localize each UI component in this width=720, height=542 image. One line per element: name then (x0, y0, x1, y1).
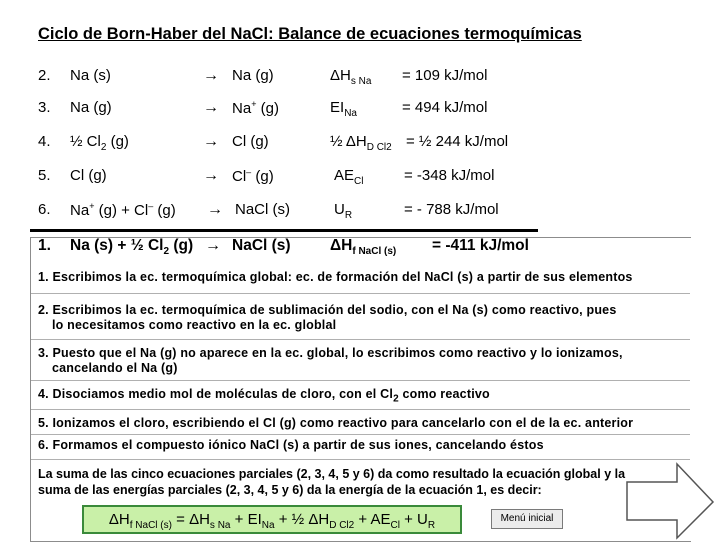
equation-row-6 (0, 201, 720, 229)
energy-symbol: $U_R$ (334, 201, 353, 221)
equation-products: NaCl (s) (232, 237, 291, 254)
step-2: 2. Escribimos la ec. termoquímica de sublimación del sodio, con el Na (s) como reactivo, pues lo necesitamos como reactivo en la ec. globlal (38, 303, 617, 332)
step-3: 3. Puesto que el Na (g) no aparece en la ec. global, lo escribimos como reactivo y lo ionizamos, cancelando el Na (g) (38, 346, 623, 375)
reaction-arrow: → (203, 167, 219, 184)
energy-value: = -348 kJ/mol (404, 167, 495, 184)
equation-products: NaCl (s) (235, 201, 290, 218)
equation-number: 4. (38, 133, 51, 150)
equation-reactants: Na+ (g) + Cl– (g) (70, 201, 176, 219)
step-1: 1. Escribimos la ec. termoquímica global: ec. de formación del NaCl (s) a partir de sus elementos (38, 270, 633, 284)
step-6: 6. Formamos el compuesto iónico NaCl (s) a partir de sus iones, cancelando éstos (38, 438, 544, 452)
energy-value: = ½ 244 kJ/mol (406, 133, 509, 150)
divider (31, 434, 690, 435)
energy-value: = 494 kJ/mol (402, 99, 488, 116)
summary-text: La suma de las cinco ecuaciones parciales (2, 3, 4, 5 y 6) da como resultado la ecuación global y la suma de las energías parciales (2, 3, 4, 5 y 6) da la energía de la ecuación 1, es decir: (38, 467, 626, 497)
energy-symbol: $EI_{Na}$ (330, 99, 357, 119)
equation-row-total (0, 237, 720, 265)
equation-reactants: Na (g) (70, 99, 112, 116)
energy-symbol: $\Delta H_{s Na}$ (330, 67, 372, 87)
equation-products: Na+ (g) (232, 99, 279, 117)
reaction-arrow: → (205, 237, 221, 254)
step-4: 4. Disociamos medio mol de moléculas de cloro, con el $Cl_2$ como reactivo (38, 387, 490, 405)
energy-value: = - 788 kJ/mol (404, 201, 499, 218)
equation-row-5 (0, 167, 720, 195)
equation-reactants: Cl (g) (70, 167, 107, 184)
divider (31, 380, 690, 381)
equation-number: 5. (38, 167, 51, 184)
equation-reactants: Na (s) + ½ $Cl_2$ (g) (70, 237, 194, 258)
main-menu-button[interactable]: Menú inicial (491, 509, 563, 529)
final-equation-box: $\Delta H_{f NaCl (s)} = \Delta H_{s Na} + EI_{Na}$ + ½ $\Delta H_{D Cl2} + AE_{Cl} + U_R$ (82, 505, 462, 534)
energy-symbol: ½ $\Delta H_{D Cl2}$ (330, 133, 392, 153)
equation-number: 2. (38, 67, 51, 84)
energy-value: = -411 kJ/mol (432, 237, 529, 254)
next-arrow-icon (627, 464, 713, 538)
divider (31, 339, 690, 340)
equation-reactants: ½ $Cl_2$ (g) (70, 133, 129, 153)
equation-products: Cl (g) (232, 133, 269, 150)
divider (31, 409, 690, 410)
equation-row-3 (0, 99, 720, 127)
equation-products: Cl– (g) (232, 167, 274, 185)
divider (31, 459, 690, 460)
reaction-arrow: → (203, 133, 219, 150)
energy-symbol: $AE_{Cl}$ (334, 167, 364, 187)
equation-number: 6. (38, 201, 51, 218)
divider (31, 293, 690, 294)
equation-products: Na (g) (232, 67, 274, 84)
energy-value: = 109 kJ/mol (402, 67, 488, 84)
equation-row-4 (0, 133, 720, 161)
reaction-arrow: → (207, 201, 223, 218)
equation-number: 1. (38, 237, 51, 254)
reaction-arrow: → (203, 99, 219, 116)
sum-divider (30, 229, 538, 232)
energy-symbol: $\Delta H_{f NaCl (s)}$ (330, 237, 397, 258)
step-5: 5. Ionizamos el cloro, escribiendo el Cl (g) como reactivo para cancelarlo con el de la ec. anterior (38, 416, 634, 430)
next-arrow-button[interactable] (625, 462, 715, 540)
equation-reactants: Na (s) (70, 67, 111, 84)
equation-number: 3. (38, 99, 51, 116)
reaction-arrow: → (203, 67, 219, 84)
page-title: Ciclo de Born-Haber del NaCl: Balance de ecuaciones termoquímicas (38, 25, 582, 43)
equation-row-2 (0, 67, 720, 95)
